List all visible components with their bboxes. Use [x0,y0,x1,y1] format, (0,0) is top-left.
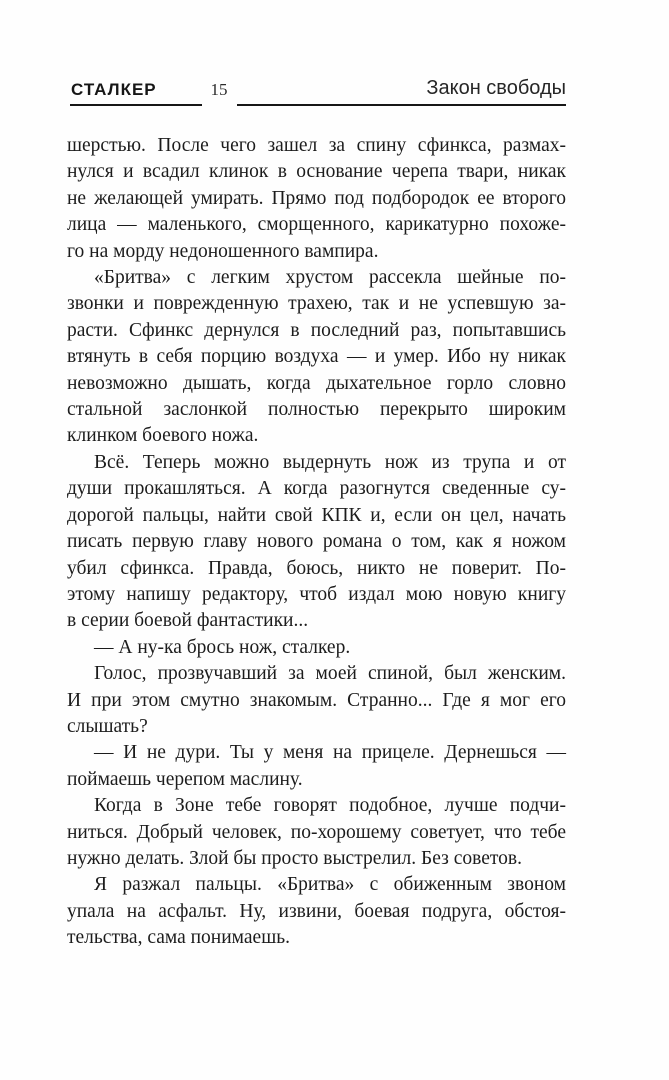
text-line: дорогой пальцы, найти свой КПК и, если он цел, начать [67,504,566,526]
header-rule-left [70,104,202,106]
page-body [67,133,566,952]
text-line: убил сфинкса. Правда, боюсь, никто не поверит. По- [67,557,566,579]
paragraph [67,635,566,661]
text-line: тельства, сама понимаешь. [67,927,290,949]
text-line: лица — маленького, сморщенного, карикатурно похоже- [67,214,566,236]
text-line: стальной заслонкой полностью перекрыто широким [67,399,566,421]
text-line: го на морду недоношенного вампира. [67,240,379,262]
text-line: этому напишу редактору, чтоб издал мою новую книгу [67,583,566,605]
paragraph [67,133,566,265]
text-line: слышать? [67,715,148,737]
header-rule-right [237,104,566,106]
paragraph [67,450,566,635]
text-line: — А ну-ка брось нож, сталкер. [94,636,351,658]
text-line: в серии боевой фантастики... [67,610,309,632]
text-line: Когда в Зоне тебе говорят подобное, лучше подчи- [94,795,566,817]
text-line: души прокашляться. А когда разогнутся сведенные су- [67,478,566,500]
paragraph [67,793,566,872]
text-line: «Бритва» с легким хрустом рассекла шейные по- [94,267,566,289]
text-line: расти. Сфинкс дернулся в последний раз, попытавшись [67,319,566,341]
text-line: Я разжал пальцы. «Бритва» с обиженным звоном [94,874,566,896]
text-line: Голос, прозвучавший за моей спиной, был женским. [94,663,566,685]
text-line: нужно делать. Злой бы просто выстрелил. Без советов. [67,847,522,869]
text-line: ниться. Добрый человек, по-хорошему советует, что тебе [67,821,566,843]
text-line: Всё. Теперь можно выдернуть нож из трупа и от [94,451,566,473]
page-number: 15 [210,80,228,99]
text-line: И при этом смутно знакомым. Странно... Где я мог его [67,689,566,711]
text-line: клинком боевого ножа. [67,425,259,447]
text-line: писать первую главу нового романа о том, как я ножом [67,531,566,553]
paragraph [67,265,566,450]
paragraph [67,872,566,951]
paragraph [67,740,566,793]
text-line: звонки и поврежденную трахею, так и не успевшую за- [67,293,566,315]
text-line: невозможно дышать, когда дыхательное горло словно [67,372,566,394]
text-line: не желающей умирать. Прямо под подбородок ее второго [67,187,566,209]
text-line: втянуть в себя порцию воздуха — и умер. Ибо ну никак [67,346,566,368]
text-line: поймаешь черепом маслину. [67,768,303,790]
text-line: шерстью. После чего зашел за спину сфинкса, размах- [67,135,566,156]
text-line: нулся и всадил клинок в основание черепа твари, никак [67,161,566,183]
running-head-series-title: СТАЛКЕР [71,80,157,99]
paragraph [67,661,566,740]
text-line: — И не дури. Ты у меня на прицеле. Дернешься — [94,742,566,764]
text-line: упала на асфальт. Ну, извини, боевая подруга, обстоя- [67,900,566,922]
running-head-book-title: Закон свободы [426,77,566,99]
